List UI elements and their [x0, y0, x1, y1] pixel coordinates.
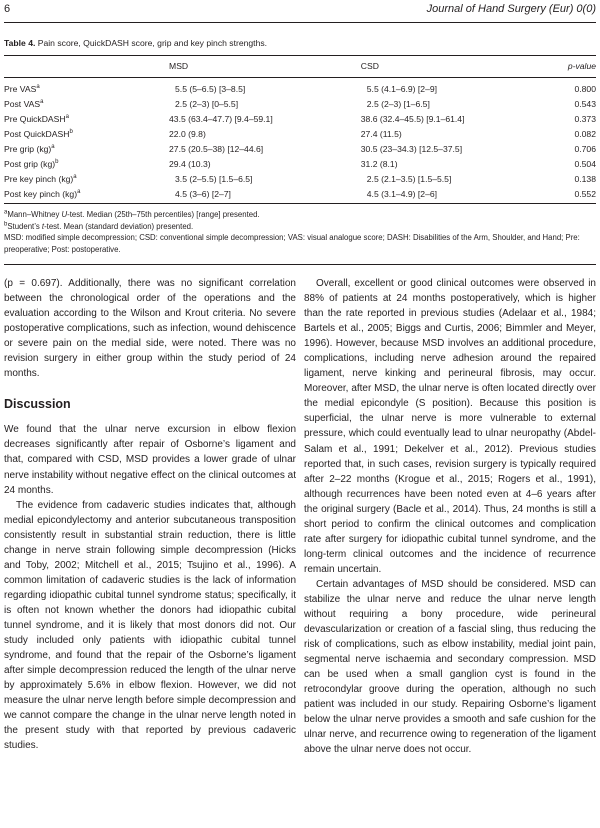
row-label-footnote-marker: a: [36, 84, 40, 91]
row-label-footnote-marker: a: [73, 174, 77, 181]
cell-csd: 27.4 (11.5): [360, 129, 402, 139]
row-label-footnote-marker: b: [55, 159, 59, 166]
table-label: Table 4.: [4, 38, 36, 48]
cell-pvalue: 0.138: [574, 174, 596, 184]
footnote-b-marker: b: [4, 220, 8, 227]
row-label-text: Pre key pinch (kg): [4, 174, 74, 184]
paragraph-discussion-1: We found that the ulnar nerve excursion in elbow flexion decreases significantly after repair of Osborne’s ligament and that, compared with CSD, MSD provides a lower grade of ulnar nerve instability without negative effect on the clinical outcomes at 24 months.: [4, 424, 296, 496]
table-bottom-rule: [4, 203, 596, 204]
table-row: [4, 78, 596, 98]
cell-pvalue: 0.706: [574, 144, 596, 154]
table-title: Pain score, QuickDASH score, grip and key pinch strengths.: [37, 38, 268, 48]
abbreviations-note: MSD: modified simple decompression; CSD: conventional simple decompression; VAS: visual analogue score; DASH: Disabilities of the Arm, Shoulder, and Hand; Pre: preoperative; Post: postoperative.: [4, 233, 580, 254]
page-number: 6: [4, 3, 11, 15]
cell-pvalue: 0.552: [574, 189, 596, 199]
cell-pvalue: 0.800: [574, 84, 596, 94]
footnote-a-marker: a: [4, 209, 8, 216]
page-header: [0, 0, 600, 18]
discussion-heading: Discussion: [4, 397, 71, 412]
col-header-csd: CSD: [360, 61, 379, 71]
paragraph-discussion-4: Certain advantages of MSD should be considered. MSD can stabilize the ulnar nerve and reduce the ulnar nerve length without requiring a bony procedure, wide perineural devascularization or creation of a fascial sling, thus reducing the risk of complications, such as elbow instability, medial joint pain, segmental nerve ischaemia and secondary compression. MSD can be used when a small ganglion cyst is found in the retrocondylar groove during the operation, although no such patient was included in our study. Repairing Osborne’s ligament below the ulnar nerve provides a smooth and safe cushion for the ulnar nerve, and recurrence owing to regeneration of the ligament above the ulnar nerve does not occur.: [304, 578, 596, 756]
footnote-a: [4, 209, 596, 221]
cell-msd: 43.5 (63.4–47.7) [9.4–59.1]: [169, 114, 273, 124]
row-label-text: Pre VAS: [4, 84, 37, 94]
cell-pvalue: 0.373: [574, 114, 596, 124]
cell-msd: 27.5 (20.5–38) [12–44.6]: [169, 144, 264, 154]
footnote-b-text-end: -test. Mean (standard deviation) presented.: [44, 221, 194, 231]
footnote-b: [4, 221, 596, 233]
row-label: [4, 112, 169, 127]
row-label-text: Pre grip (kg): [4, 144, 52, 154]
row-label-text: Post grip (kg): [4, 159, 56, 169]
col-header-pvalue: p-value: [567, 61, 596, 71]
footnote-a-text-end: -test. Median (25th–75th percentiles) [range] presented.: [67, 210, 260, 219]
col-header-measure: [4, 56, 169, 78]
table-row: [4, 127, 596, 142]
row-label: [4, 157, 169, 172]
cell-msd: 3.5 (2–5.5) [1.5–6.5]: [175, 174, 253, 184]
paragraph-discussion-2: The evidence from cadaveric studies indicates that, although medial epicondylectomy and anterior subcutaneous transposition consistently result in substantial strain reduction, there is little change in nerve strain following simple decompression (Hicks and Toby, 2002; Mitchell et al., 2015; Tsujino et al., 1996). A common limitation of cadaveric studies is the lack of information regarding idiopathic cubital tunnel syndrome status; specifically, it is often not known whether the donors had idiopathic cubital tunnel syndrome, and it is likely that most donors did not. Our study included only patients with idiopathic cubital tunnel syndrome, and found that the repair of the Osborne’s ligament after simple decompression reduced the length of the ulnar nerve by approximately 5.6% in elbow flexion. However, we did not measure the ulnar nerve length before simple decompression and we cannot compare the change in the ulnar nerve length noted in the present study with that reported by previous cadaveric studies.: [4, 499, 296, 752]
footnote-b-text: Student’s: [7, 221, 42, 231]
cell-msd: 22.0 (9.8): [169, 129, 206, 139]
table-row: [4, 187, 596, 202]
table-header-row: [4, 56, 596, 78]
table-footnotes: [4, 209, 596, 255]
cell-msd: 29.4 (10.3): [169, 159, 211, 169]
cell-csd: 2.5 (2.1–3.5) [1.5–5.5]: [366, 174, 452, 184]
row-label-text: Post key pinch (kg): [4, 189, 78, 199]
cell-pvalue: 0.543: [574, 99, 596, 109]
cell-csd: 4.5 (3.1–4.9) [2–6]: [366, 189, 438, 199]
row-label-footnote-marker: a: [77, 189, 81, 196]
cell-msd: 5.5 (5–6.5) [3–8.5]: [175, 84, 246, 94]
row-label-text: Pre QuickDASH: [4, 114, 66, 124]
row-label-text: Post VAS: [4, 99, 41, 109]
row-label-text: Post QuickDASH: [4, 129, 70, 139]
row-label-footnote-marker: a: [65, 114, 69, 121]
cell-csd: 31.2 (8.1): [360, 159, 398, 169]
cell-msd: 2.5 (2–3) [0–5.5]: [175, 99, 239, 109]
paragraph-results-end: (p = 0.697). Additionally, there was no significant correlation between the chronological order of the operations and the evaluation according to the Wilson and Krout criteria. No severe postoperative complications, such as infection, wound dehiscence or severe pain on the medial side, were noted. There was no revision surgery in either group within the study period of 24 months.: [4, 278, 296, 380]
row-label: [4, 187, 169, 202]
footnote-b-italic: t: [41, 221, 45, 231]
left-column: [4, 276, 296, 753]
table-caption: [4, 38, 267, 48]
table-body: [4, 78, 596, 203]
row-label: [4, 172, 169, 187]
footnote-a-italic: U: [61, 210, 68, 219]
row-label: [4, 97, 169, 112]
cell-pvalue: 0.504: [574, 159, 596, 169]
row-label-footnote-marker: a: [51, 144, 55, 151]
row-label: [4, 127, 169, 142]
cell-msd: 4.5 (3–6) [2–7]: [175, 189, 231, 199]
results-table: [4, 56, 596, 202]
row-label: [4, 78, 169, 98]
cell-csd: 2.5 (2–3) [1–6.5]: [366, 99, 430, 109]
row-label: [4, 142, 169, 157]
cell-csd: 30.5 (23–34.3) [12.5–37.5]: [360, 144, 463, 154]
paragraph-discussion-3: Overall, excellent or good clinical outcomes were observed in 88% of patients at 24 months postoperatively, which is higher than the rate reported in previous studies (Adelaar et al., 1984; Bartels et al., 2005; Biggs and Curtis, 2006; Bimmler and Meyer, 1996). However, because MSD involves an additional procedure, complications, including nerve adhesion around the repaired ligament, nerve kinking and perineural fibrosis, may occur. Moreover, after MSD, the ulnar nerve is often located directly over the medial epicondyle (S position). Because this position is superficial, the ulnar nerve is more vulnerable to external pressure, which could eventually lead to ulnar neuropathy (Abdel-Salam et al., 1991; Dekelver et al., 2012). Previous studies reported that, in such cases, revision surgery is typically required after 2–22 months (Krogue et al., 2015; Rogers et al., 1991), although recurrences have been noted even at 4–6 years after the original surgery (Bacle et al., 2014). Thus, 24 months is still a short period to confirm the clinical outcomes and complication rate after surgery for idiopathic cubital tunnel syndrome, and the long-term clinical outcomes and the incidence of recurrence remain uncertain.: [304, 278, 596, 575]
cell-csd: 5.5 (4.1–6.9) [2–9]: [366, 84, 438, 94]
cell-pvalue: 0.082: [574, 129, 596, 139]
row-label-footnote-marker: b: [69, 129, 73, 136]
header-rule: [4, 22, 596, 23]
footnote-a-text: Mann–Whitney: [7, 210, 62, 219]
right-column: [304, 276, 596, 758]
col-header-msd: MSD: [169, 61, 189, 71]
table-row: [4, 157, 596, 172]
table-row: [4, 112, 596, 127]
table-row: [4, 172, 596, 187]
row-label-footnote-marker: a: [40, 99, 44, 106]
table-row: [4, 97, 596, 112]
cell-csd: 38.6 (32.4–45.5) [9.1–61.4]: [360, 114, 465, 124]
notes-bottom-rule: [4, 264, 596, 265]
table-row: [4, 142, 596, 157]
journal-title: Journal of Hand Surgery (Eur) 0(0): [426, 3, 596, 15]
